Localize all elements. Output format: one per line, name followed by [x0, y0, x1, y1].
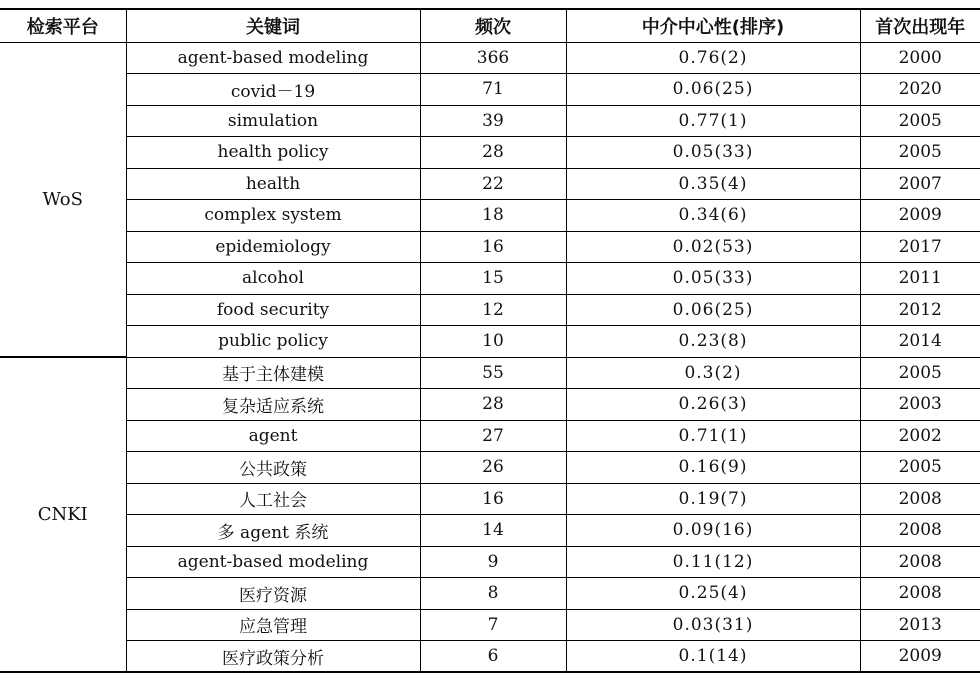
centrality-cell: 0.05(33) — [566, 263, 860, 295]
keyword-cell: simulation — [126, 105, 420, 137]
table-row — [0, 42, 980, 74]
header-keyword: 关键词 — [126, 9, 420, 42]
keyword-table — [0, 8, 980, 673]
table-row — [0, 483, 980, 515]
table-body — [0, 42, 980, 672]
first-year-cell: 2005 — [860, 357, 980, 389]
table-row — [0, 231, 980, 263]
keyword-cell: 公共政策 — [126, 452, 420, 484]
centrality-cell: 0.76(2) — [566, 42, 860, 74]
table-row — [0, 546, 980, 578]
frequency-cell: 22 — [420, 168, 566, 200]
keyword-cell: food security — [126, 294, 420, 326]
centrality-cell: 0.02(53) — [566, 231, 860, 263]
keyword-cell: public policy — [126, 326, 420, 358]
keyword-cell: agent-based modeling — [126, 42, 420, 74]
keyword-cell: 多 agent 系统 — [126, 515, 420, 547]
centrality-cell: 0.16(9) — [566, 452, 860, 484]
centrality-cell: 0.03(31) — [566, 609, 860, 641]
centrality-cell: 0.06(25) — [566, 74, 860, 106]
first-year-cell: 2008 — [860, 483, 980, 515]
keyword-cell: covid－19 — [126, 74, 420, 106]
frequency-cell: 28 — [420, 137, 566, 169]
centrality-cell: 0.23(8) — [566, 326, 860, 358]
first-year-cell: 2017 — [860, 231, 980, 263]
first-year-cell: 2009 — [860, 641, 980, 673]
table-row — [0, 609, 980, 641]
first-year-cell: 2005 — [860, 137, 980, 169]
table-row — [0, 452, 980, 484]
keyword-cell: alcohol — [126, 263, 420, 295]
frequency-cell: 7 — [420, 609, 566, 641]
centrality-cell: 0.19(7) — [566, 483, 860, 515]
frequency-cell: 10 — [420, 326, 566, 358]
centrality-cell: 0.26(3) — [566, 389, 860, 421]
frequency-cell: 9 — [420, 546, 566, 578]
platform-cell: CNKI — [0, 357, 126, 672]
table-row — [0, 168, 980, 200]
first-year-cell: 2000 — [860, 42, 980, 74]
keyword-cell: 医疗资源 — [126, 578, 420, 610]
table-row — [0, 578, 980, 610]
centrality-cell: 0.09(16) — [566, 515, 860, 547]
table-row — [0, 105, 980, 137]
table-row — [0, 357, 980, 389]
first-year-cell: 2003 — [860, 389, 980, 421]
centrality-cell: 0.34(6) — [566, 200, 860, 232]
first-year-cell: 2011 — [860, 263, 980, 295]
centrality-cell: 0.35(4) — [566, 168, 860, 200]
keyword-cell: agent — [126, 420, 420, 452]
table-row — [0, 200, 980, 232]
centrality-cell: 0.05(33) — [566, 137, 860, 169]
centrality-cell: 0.3(2) — [566, 357, 860, 389]
first-year-cell: 2020 — [860, 74, 980, 106]
frequency-cell: 71 — [420, 74, 566, 106]
frequency-cell: 16 — [420, 231, 566, 263]
table-row — [0, 515, 980, 547]
keyword-cell: complex system — [126, 200, 420, 232]
first-year-cell: 2008 — [860, 578, 980, 610]
frequency-cell: 18 — [420, 200, 566, 232]
keyword-cell: 应急管理 — [126, 609, 420, 641]
centrality-cell: 0.06(25) — [566, 294, 860, 326]
frequency-cell: 16 — [420, 483, 566, 515]
keyword-cell: 复杂适应系统 — [126, 389, 420, 421]
table-row — [0, 326, 980, 358]
keyword-cell: epidemiology — [126, 231, 420, 263]
frequency-cell: 14 — [420, 515, 566, 547]
frequency-cell: 8 — [420, 578, 566, 610]
centrality-cell: 0.77(1) — [566, 105, 860, 137]
first-year-cell: 2009 — [860, 200, 980, 232]
centrality-cell: 0.11(12) — [566, 546, 860, 578]
frequency-cell: 12 — [420, 294, 566, 326]
centrality-cell: 0.1(14) — [566, 641, 860, 673]
header-platform: 检索平台 — [0, 9, 126, 42]
table-row — [0, 74, 980, 106]
first-year-cell: 2008 — [860, 546, 980, 578]
header-frequency: 频次 — [420, 9, 566, 42]
platform-cell: WoS — [0, 42, 126, 357]
table-header — [0, 9, 980, 42]
table-row — [0, 263, 980, 295]
frequency-cell: 26 — [420, 452, 566, 484]
first-year-cell: 2005 — [860, 452, 980, 484]
centrality-cell: 0.25(4) — [566, 578, 860, 610]
first-year-cell: 2014 — [860, 326, 980, 358]
table-row — [0, 641, 980, 673]
keyword-cell: health — [126, 168, 420, 200]
centrality-cell: 0.71(1) — [566, 420, 860, 452]
table-row — [0, 420, 980, 452]
first-year-cell: 2013 — [860, 609, 980, 641]
table-row — [0, 389, 980, 421]
table-row — [0, 294, 980, 326]
frequency-cell: 6 — [420, 641, 566, 673]
first-year-cell: 2008 — [860, 515, 980, 547]
keyword-cell: health policy — [126, 137, 420, 169]
first-year-cell: 2002 — [860, 420, 980, 452]
header-centrality: 中介中心性(排序) — [566, 9, 860, 42]
table-row — [0, 137, 980, 169]
header-first-year: 首次出现年 — [860, 9, 980, 42]
frequency-cell: 39 — [420, 105, 566, 137]
frequency-cell: 15 — [420, 263, 566, 295]
frequency-cell: 55 — [420, 357, 566, 389]
frequency-cell: 28 — [420, 389, 566, 421]
frequency-cell: 366 — [420, 42, 566, 74]
header-row — [0, 9, 980, 42]
first-year-cell: 2007 — [860, 168, 980, 200]
keyword-cell: 基于主体建模 — [126, 357, 420, 389]
keyword-cell: agent-based modeling — [126, 546, 420, 578]
keyword-cell: 医疗政策分析 — [126, 641, 420, 673]
first-year-cell: 2012 — [860, 294, 980, 326]
first-year-cell: 2005 — [860, 105, 980, 137]
keyword-cell: 人工社会 — [126, 483, 420, 515]
frequency-cell: 27 — [420, 420, 566, 452]
